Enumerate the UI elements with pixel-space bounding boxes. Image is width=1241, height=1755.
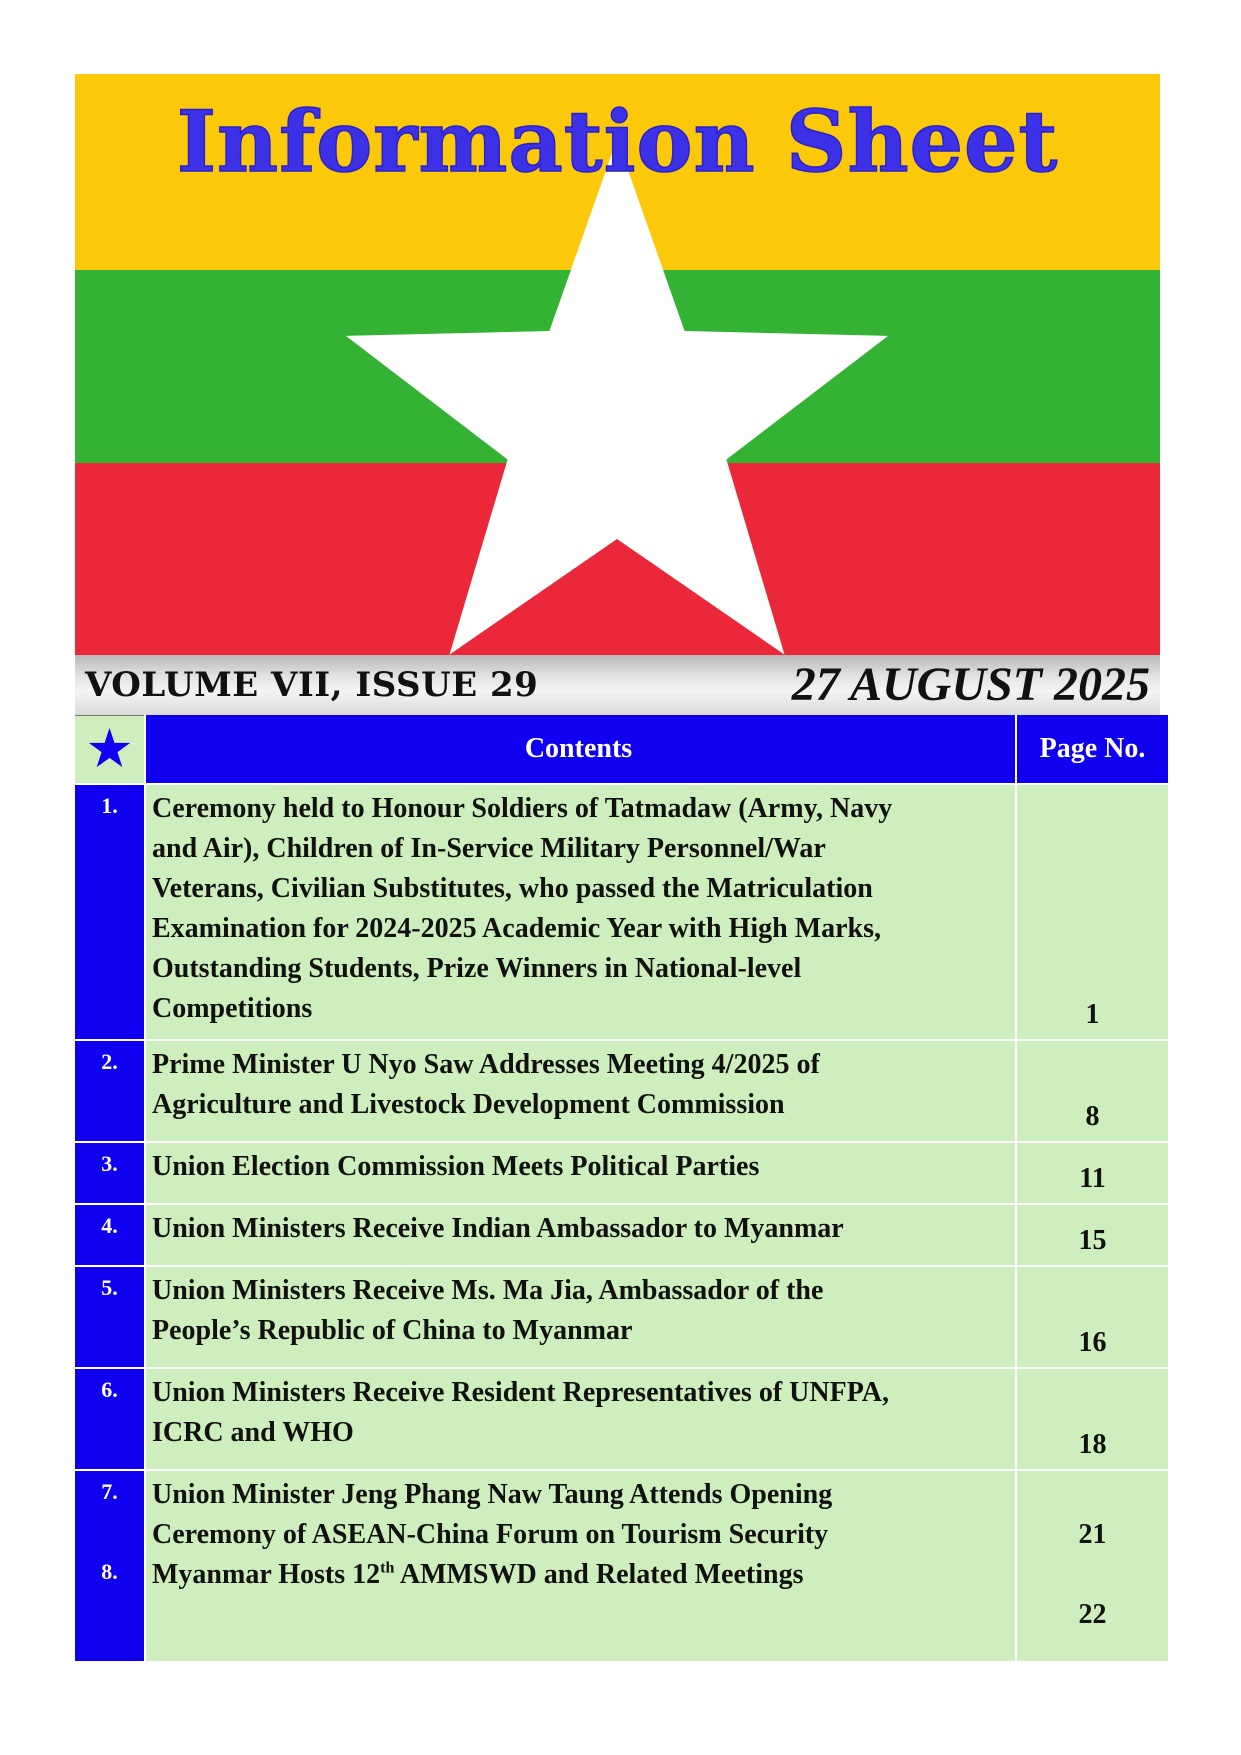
item-number: 1.: [75, 785, 144, 1039]
item-title-line: Outstanding Students, Prize Winners in National-level: [152, 953, 802, 984]
item-title: [144, 1267, 1015, 1367]
item-title-line: Agriculture and Livestock Development Commission: [152, 1089, 785, 1120]
item-page-number: 1: [1085, 999, 1100, 1030]
item-title-line: Prime Minister U Nyo Saw Addresses Meeting 4/2025 of: [152, 1049, 820, 1080]
item-title-line: Union Ministers Receive Indian Ambassador to Myanmar: [152, 1213, 844, 1244]
item-number: 5.: [75, 1267, 144, 1367]
item-title: [152, 1555, 1005, 1595]
issue-bar: [75, 655, 1160, 715]
item-title: [152, 1475, 1005, 1555]
item-title: [144, 1041, 1015, 1141]
item-page-number: 15: [1078, 1225, 1107, 1256]
item-number: 8.: [101, 1559, 118, 1584]
item-page: [1015, 785, 1168, 1039]
item-number: 3.: [75, 1143, 144, 1203]
item-page: [1015, 1205, 1168, 1265]
item-page-number: 11: [1079, 1163, 1106, 1194]
item-page-number: 22: [1078, 1599, 1107, 1630]
item-title: [144, 785, 1015, 1039]
contents-table: [75, 715, 1168, 1661]
item-title-group: [144, 1471, 1015, 1661]
contents-header-row: [75, 715, 1168, 783]
contents-row[interactable]: [75, 1039, 1168, 1141]
item-page-group: [1015, 1471, 1168, 1661]
item-number-group: [75, 1471, 144, 1661]
item-title: [144, 1143, 1015, 1203]
item-page-number: 18: [1078, 1429, 1107, 1460]
item-page: [1015, 1041, 1168, 1141]
item-title-line: and Air), Children of In-Service Military Personnel/War: [152, 833, 826, 864]
contents-row[interactable]: [75, 1141, 1168, 1203]
ordinal-suffix: th: [380, 1559, 395, 1577]
item-title-line: Competitions: [152, 993, 313, 1024]
item-page: [1015, 1143, 1168, 1203]
header-star-cell: [75, 715, 144, 783]
issue-date: 27 AUGUST 2025: [791, 658, 1150, 711]
contents-row[interactable]: [75, 1203, 1168, 1265]
item-number: 2.: [75, 1041, 144, 1141]
contents-row[interactable]: [75, 1367, 1168, 1469]
item-page: [1015, 1369, 1168, 1469]
item-title-line: Union Ministers Receive Resident Representatives of UNFPA,: [152, 1377, 889, 1408]
item-page-number: 21: [1078, 1519, 1107, 1550]
item-title-line: Union Minister Jeng Phang Naw Taung Attends Opening: [152, 1479, 833, 1510]
issue-volume: VOLUME VII, ISSUE 29: [85, 665, 539, 705]
item-title-text: AMMSWD and Related Meetings: [394, 1559, 804, 1590]
item-title-line: Union Ministers Receive Ms. Ma Jia, Ambassador of the: [152, 1275, 824, 1306]
publication-title: Information Sheet: [176, 92, 1059, 191]
contents-row[interactable]: [75, 1265, 1168, 1367]
item-title-line: Union Election Commission Meets Political Parties: [152, 1151, 760, 1182]
star-icon: ★: [87, 722, 132, 776]
item-title: [144, 1205, 1015, 1265]
item-number: 7.: [101, 1479, 118, 1504]
contents-row[interactable]: [75, 1469, 1168, 1661]
item-title: [144, 1369, 1015, 1469]
item-title-line: People’s Republic of China to Myanmar: [152, 1315, 633, 1346]
item-title-line: Examination for 2024-2025 Academic Year with High Marks,: [152, 913, 882, 944]
cover-banner: [75, 74, 1160, 655]
item-title-line: ICRC and WHO: [152, 1417, 354, 1448]
item-title-line: Veterans, Civilian Substitutes, who passed the Matriculation: [152, 873, 873, 904]
item-page: [1015, 1267, 1168, 1367]
page-number-heading: Page No.: [1015, 715, 1168, 783]
item-title-text: Myanmar Hosts 12: [152, 1559, 381, 1590]
item-number: 4.: [75, 1205, 144, 1265]
contents-row[interactable]: [75, 783, 1168, 1039]
item-number: 6.: [75, 1369, 144, 1469]
contents-heading: Contents: [144, 715, 1015, 783]
item-title-line: Ceremony of ASEAN-China Forum on Tourism Security: [152, 1519, 829, 1550]
item-title-line: Ceremony held to Honour Soldiers of Tatmadaw (Army, Navy: [152, 793, 893, 824]
item-page-number: 16: [1078, 1327, 1107, 1358]
item-page-number: 8: [1085, 1101, 1100, 1132]
